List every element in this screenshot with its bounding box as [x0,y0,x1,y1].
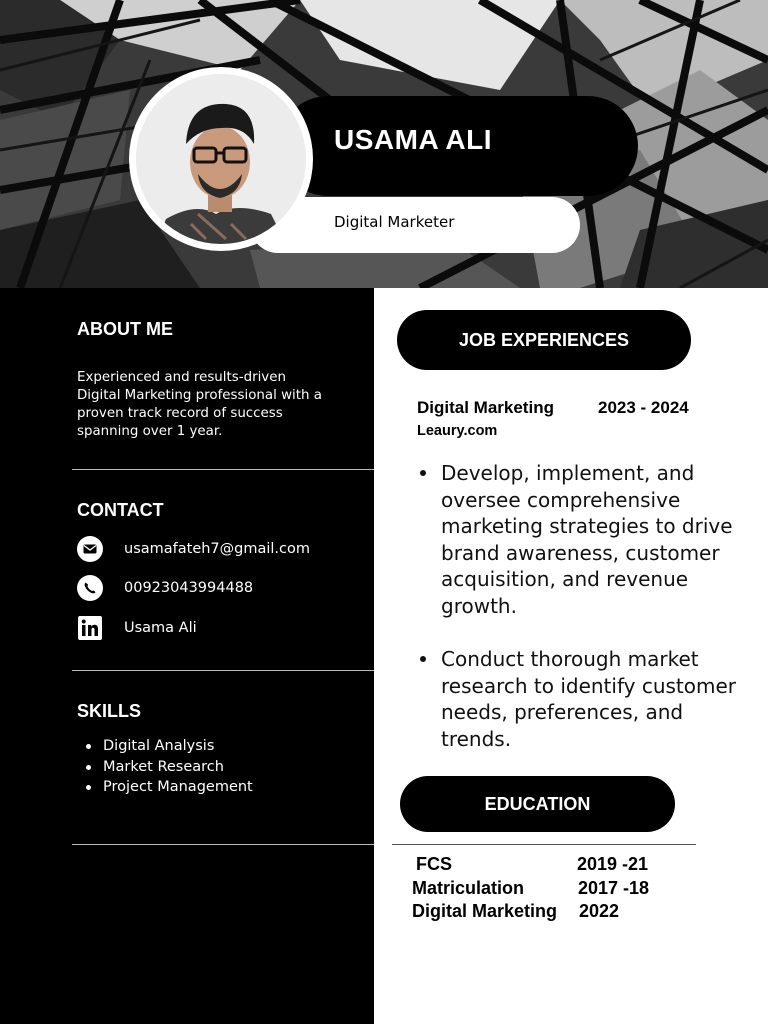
contact-email-row [77,536,311,562]
linkedin-icon [77,615,103,641]
phone-icon [77,575,103,601]
divider [72,469,374,470]
job-company: Leaury.com [417,423,498,439]
email-icon [77,536,103,562]
about-text: Experienced and results-driven Digital Marketing professional with a proven track record of success spanning over 1 year. [77,370,322,439]
profile-photo-frame [129,67,313,251]
linkedin-name[interactable]: Usama Ali [124,620,197,636]
list-item: Market Research [86,757,253,778]
job-bullet: Conduct thorough market research to identify customer needs, preferences, and trends. [441,646,741,752]
profile-photo [136,74,306,244]
job-bullet: Develop, implement, and oversee comprehensive marketing strategies to drive brand awareness, customer acquisition, and revenue growth. [441,460,741,620]
divider [72,670,374,671]
email-address[interactable]: usamafateh7@gmail.com [124,541,311,557]
skills-list [86,736,253,798]
education-years: 2019 -21 [577,854,649,874]
list-item: Project Management [86,777,253,798]
about-heading: ABOUT ME [77,319,173,339]
education-name: FCS [416,854,452,874]
contact-linkedin-row [77,615,197,641]
phone-number[interactable]: 00923043994488 [124,580,254,596]
list-item: Digital Analysis [86,736,253,757]
job-years: 2023 - 2024 [598,398,689,417]
education-name: Digital Marketing [412,901,558,921]
header-background [0,0,768,288]
contact-heading: CONTACT [77,500,164,520]
education-name: Matriculation [412,878,525,898]
person-role: Digital Marketer [334,213,455,231]
contact-phone-row [77,575,254,601]
education-heading: EDUCATION [400,776,675,832]
skills-heading: SKILLS [77,701,142,721]
education-years: 2017 -18 [578,878,650,898]
person-portrait-icon [136,74,306,244]
education-years: 2022 [579,901,620,921]
person-name: USAMA ALI [334,124,492,155]
divider [392,844,696,845]
job-title: Digital Marketing [417,398,554,417]
divider [72,844,374,845]
job-experiences-heading: JOB EXPERIENCES [397,310,691,370]
